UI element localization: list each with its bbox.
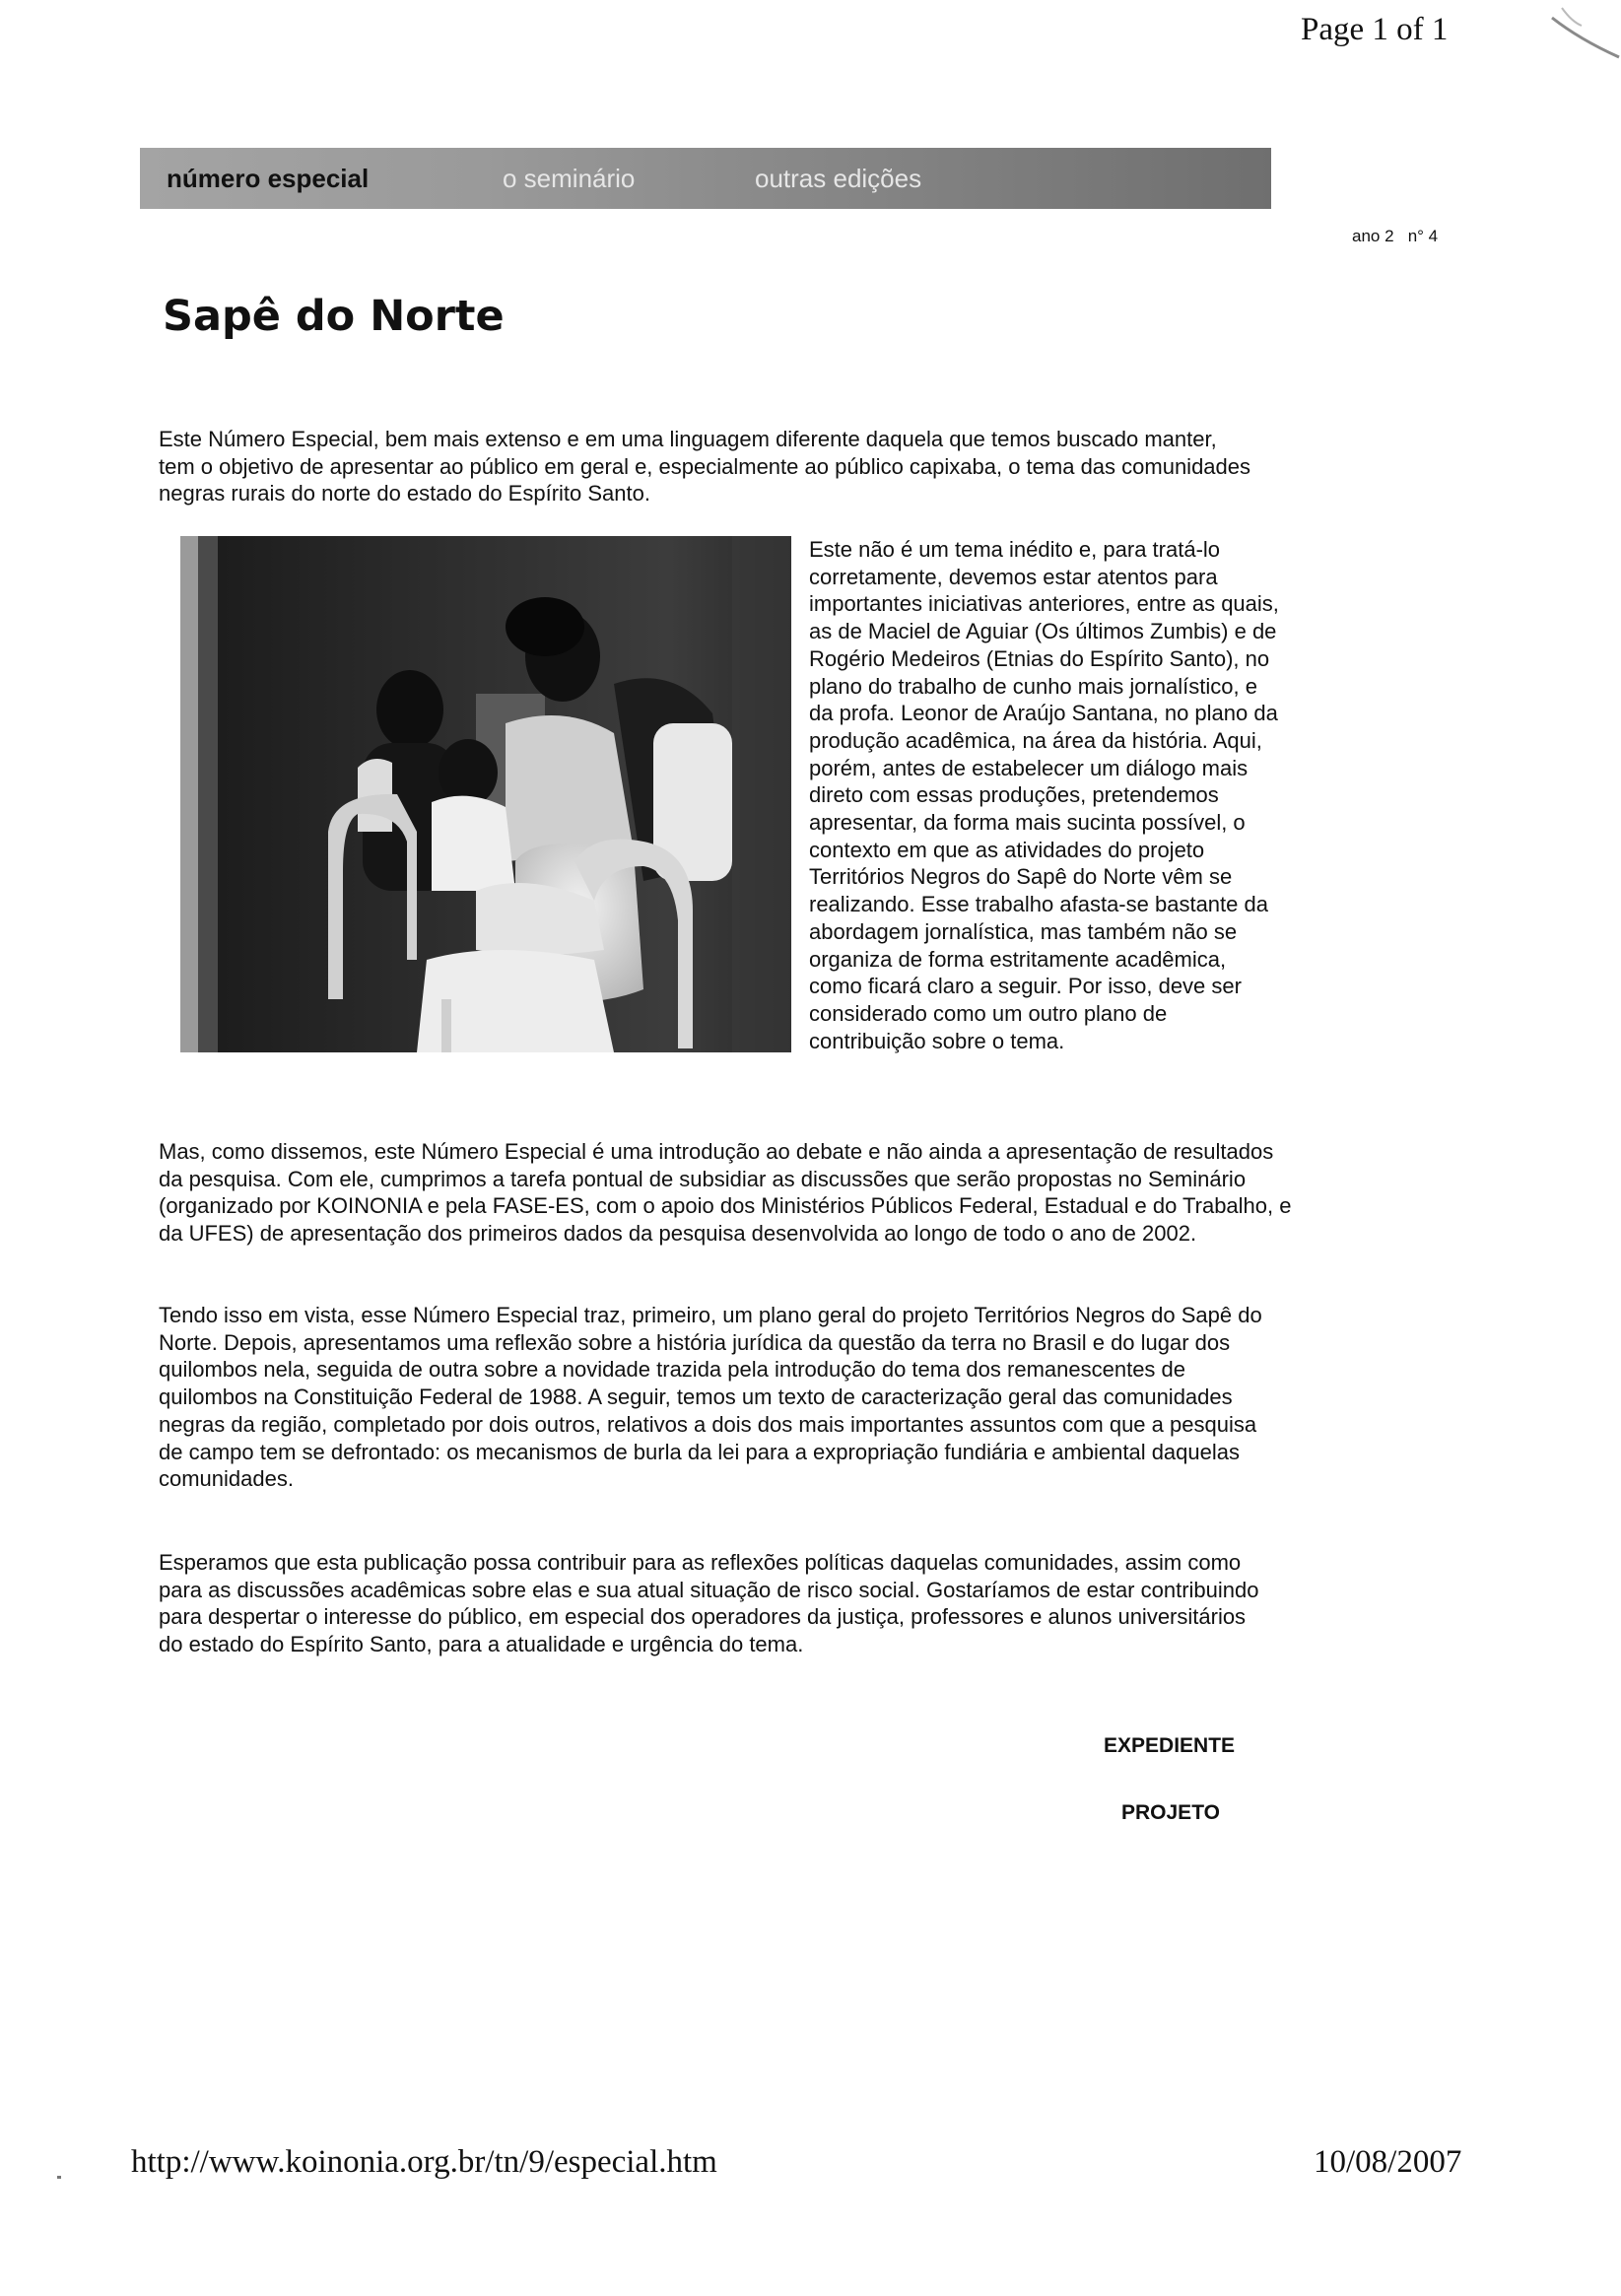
paragraph-text: Este não é um tema inédito e, para tratá-lo corretamente, devemos estar atentos para importantes iniciativas anteriores, entre as quais, as de Maciel de Aguiar (Os últimos Zumbis) e de Rogério Medeiros (Etnias do Espírito Santo), no plano do trabalho de cunho mais jornalístico, e da profa. Leonor de Araújo Santana, no plano da produção acadêmica, na área da história. Aqui, porém, antes de estabelecer um diálogo mais direto com essas produções, pretendemos apresentar, da forma mais sucinta possível, o contexto em que as atividades do projeto Territórios Negros do Sapê do Norte vêm se realizando. Esse trabalho afasta-se bastante da abordagem jornalística, mas também não se organiza de forma estritamente acadêmica, como ficará claro a seguir. Por isso, deve ser considerado como um outro plano de contribuição sobre o tema. [809, 537, 1279, 1053]
paragraph-text: Esperamos que esta publicação possa contribuir para as reflexões políticas daquelas comunidades, assim como para as discussões acadêmicas sobre elas e sua atual situação de risco social. Gostaríamos de estar contribuindo para despertar o interesse do público, em especial dos operadores da justiça, professores e alunos universitários do estado do Espírito Santo, para a atualidade e urgência do tema. [159, 1550, 1259, 1657]
article-intro-paragraph [159, 426, 1252, 507]
women-with-baby-photo [180, 536, 791, 1052]
print-footer-url: http://www.koinonia.org.br/tn/9/especial.htm [131, 2144, 717, 2180]
page-title: Sapê do Norte [163, 292, 505, 341]
photo-illustration [180, 536, 791, 1052]
scan-speck [57, 2176, 61, 2179]
issue-number: ano 2 n° 4 [1352, 227, 1439, 245]
paragraph-text: Este Número Especial, bem mais extenso e em uma linguagem diferente daquela que temos buscado manter, tem o objetivo de apresentar ao público em geral e, especialmente ao público capixaba, o tema das comunidades negras rurais do norte do estado do Espírito Santo. [159, 427, 1251, 506]
paragraph-text: Tendo isso em vista, esse Número Especial traz, primeiro, um plano geral do projeto Territórios Negros do Sapê do Norte. Depois, apresentamos uma reflexão sobre a história jurídica da questão da terra no Brasil e do lugar dos quilombos nela, seguida de outra sobre a novidade trazida pela introdução do tema dos remanescentes de quilombos na Constituição Federal de 1988. A seguir, temos um texto de caracterização geral das comunidades negras da região, completado por dois outros, relativos a dois dos mais importantes assuntos com que a pesquisa de campo tem se defrontado: os mecanismos de burla da lei para a expropriação fundiária e ambiental daquelas comunidades. [159, 1303, 1262, 1492]
article-paragraph-contents [159, 1302, 1272, 1493]
top-navigation-bar [140, 148, 1271, 209]
article-photo-block [159, 536, 1282, 1054]
page-corner-scan-artifact [1542, 0, 1621, 69]
article-paragraph-seminario [159, 1138, 1292, 1248]
nav-o-seminario[interactable]: o seminário [503, 163, 636, 193]
expediente-link[interactable]: EXPEDIENTE [1104, 1734, 1236, 1757]
print-page-number: Page 1 of 1 [1301, 12, 1449, 47]
article-paragraph-closing [159, 1549, 1272, 1658]
nav-numero-especial[interactable]: número especial [167, 163, 370, 193]
paragraph-text: Mas, como dissemos, este Número Especial é uma introdução ao debate e não ainda a apresentação de resultados da pesquisa. Com ele, cumprimos a tarefa pontual de subsidiar as discussões que serão propostas no Seminário (organizado por KOINONIA e pela FASE-ES, com o apoio dos Ministérios Públicos Federal, Estadual e do Trabalho, e da UFES) de apresentação dos primeiros dados da pesquisa desenvolvida ao longo de todo o ano de 2002. [159, 1139, 1292, 1247]
print-footer-date: 10/08/2007 [1314, 2144, 1462, 2180]
projeto-link[interactable]: PROJETO [1121, 1801, 1220, 1824]
nav-outras-edicoes[interactable]: outras edições [755, 163, 922, 193]
